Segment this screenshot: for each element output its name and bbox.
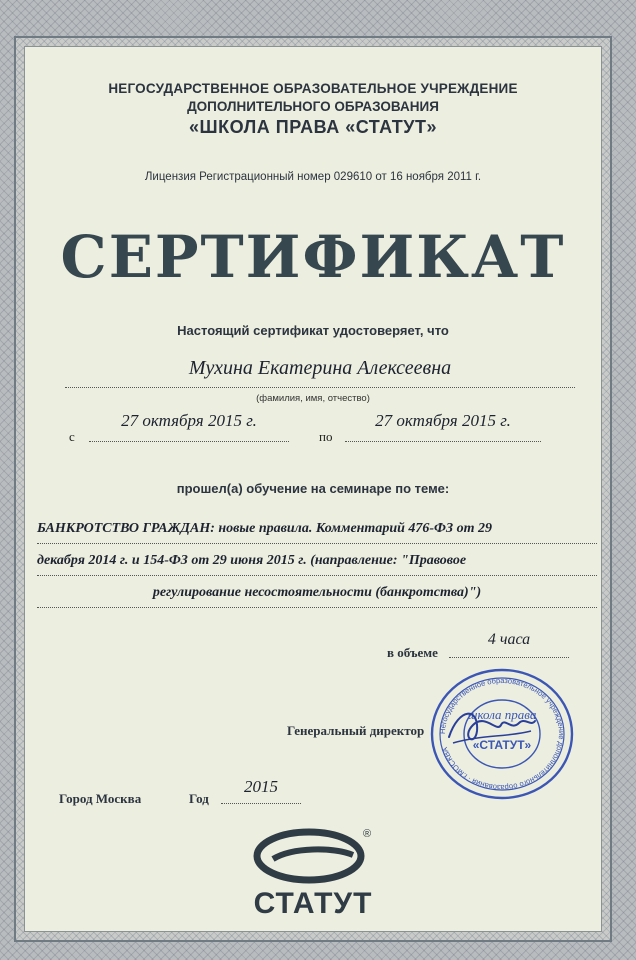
date-to-field bbox=[345, 411, 541, 442]
stamp-ring-text: Негосударственное образовательное учреждение дополнительного образования · г.МОСКВА bbox=[437, 675, 567, 793]
name-caption: (фамилия, имя, отчество) bbox=[256, 393, 370, 404]
topic-line-1: БАНКРОТСТВО ГРАЖДАН: новые правила. Комментарий 476-ФЗ от 29 bbox=[37, 521, 492, 536]
topic-line-2-field bbox=[37, 553, 597, 576]
date-from-field bbox=[89, 411, 289, 442]
director-label: Генеральный директор bbox=[287, 723, 425, 738]
year-field bbox=[221, 777, 301, 804]
volume-label: в объеме bbox=[387, 645, 438, 660]
topic-line-2: декабря 2014 г. и 154-ФЗ от 29 июня 2015 г. (направление: "Правовое bbox=[37, 553, 467, 568]
volume-value: 4 часа bbox=[487, 631, 531, 648]
license-line: Лицензия Регистрационный номер 029610 от 16 ноября 2011 г. bbox=[144, 171, 482, 183]
statut-logo-mark bbox=[253, 825, 373, 887]
header-line-1: НЕГОСУДАРСТВЕННОЕ ОБРАЗОВАТЕЛЬНОЕ УЧРЕЖДЕНИЕ bbox=[108, 81, 518, 96]
header-line-3: «ШКОЛА ПРАВА «СТАТУТ» bbox=[189, 117, 437, 137]
statut-logo-text: СТАТУТ bbox=[253, 887, 373, 920]
date-from-label: с bbox=[69, 429, 75, 444]
stamp-top-text: школа права bbox=[467, 707, 537, 722]
topic-line-1-field bbox=[37, 521, 597, 544]
year-value: 2015 bbox=[244, 777, 278, 796]
certifies-text: Настоящий сертификат удостоверяет, что bbox=[177, 323, 449, 338]
city-label: Город Москва bbox=[59, 791, 142, 806]
person-name: Мухина Екатерина Алексеевна bbox=[188, 357, 452, 379]
year-label: Год bbox=[189, 791, 209, 806]
date-from-value: 27 октября 2015 г. bbox=[121, 411, 257, 430]
stamp-center-text: «СТАТУТ» bbox=[472, 738, 532, 752]
topic-line-3: регулирование несостоятельности (банкротства)") bbox=[152, 585, 482, 600]
date-to-label: по bbox=[319, 429, 333, 444]
training-label: прошел(а) обучение на семинаре по теме: bbox=[176, 481, 450, 496]
certificate-frame bbox=[14, 36, 612, 942]
certificate-title: СЕРТИФИКАТ bbox=[60, 223, 566, 291]
director-signature bbox=[439, 697, 539, 757]
registered-mark: ® bbox=[363, 828, 372, 840]
name-field bbox=[65, 357, 575, 388]
certificate-body bbox=[24, 46, 602, 932]
topic-line-3-field bbox=[37, 585, 597, 608]
header-line-2: ДОПОЛНИТЕЛЬНОГО ОБРАЗОВАНИЯ bbox=[187, 99, 439, 114]
date-to-value: 27 октября 2015 г. bbox=[375, 411, 511, 430]
volume-field bbox=[449, 631, 569, 658]
